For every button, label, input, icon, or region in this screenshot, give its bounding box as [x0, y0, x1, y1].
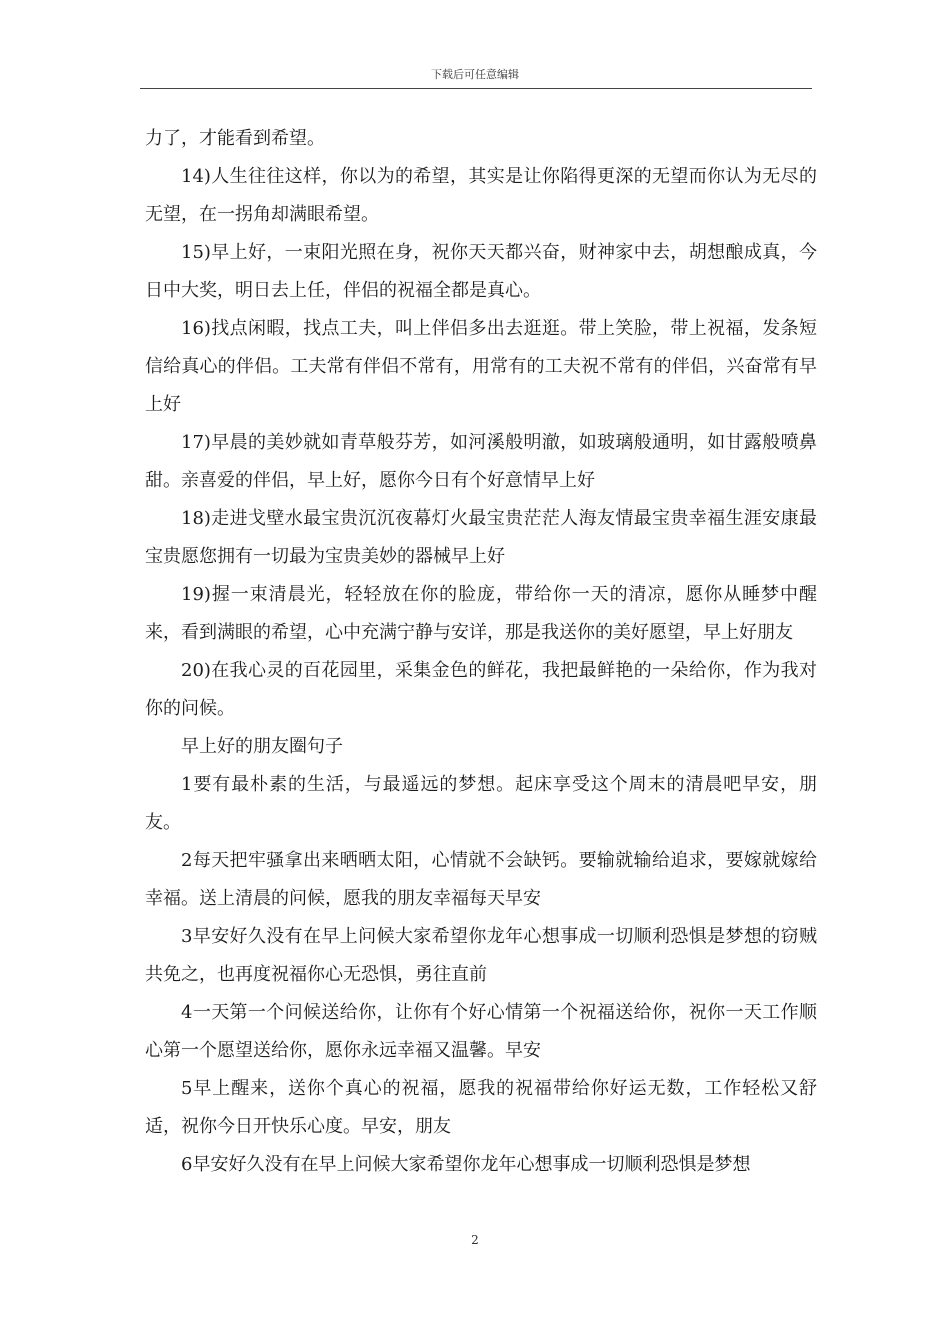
section-heading: 早上好的朋友圈句子: [181, 736, 343, 757]
list-item-1: 1要有最朴素的生活，与最遥远的梦想。起床享受这个周末的清晨吧早安，朋友。: [145, 774, 817, 833]
page-header: 下载后可任意编辑: [431, 68, 519, 81]
paragraph-19: 19)握一束清晨光，轻轻放在你的脸庞，带给你一天的清凉，愿你从睡梦中醒来，看到满眼的希望，心中充满宁静与安详，那是我送你的美好愿望，早上好朋友: [145, 584, 817, 643]
list-item-4: 4一天第一个问候送给你，让你有个好心情第一个祝福送给你，祝你一天工作顺心第一个愿望送给你，愿你永远幸福又温馨。早安: [145, 1002, 817, 1061]
paragraph-14: 14)人生往往这样，你以为的希望，其实是让你陷得更深的无望而你认为无尽的无望，在一拐角却满眼希望。: [145, 166, 817, 225]
paragraph-20: 20)在我心灵的百花园里，采集金色的鲜花，我把最鲜艳的一朵给你，作为我对你的问候。: [145, 660, 817, 719]
list-item-6: 6早安好久没有在早上问候大家希望你龙年心想事成一切顺利恐惧是梦想: [181, 1154, 751, 1175]
paragraph-18: 18)走进戈壁水最宝贵沉沉夜幕灯火最宝贵茫茫人海友情最宝贵幸福生涯安康最宝贵愿您拥有一切最为宝贵美妙的器械早上好: [145, 508, 817, 567]
list-item-5: 5早上醒来，送你个真心的祝福，愿我的祝福带给你好运无数，工作轻松又舒适，祝你今日开快乐心度。早安，朋友: [145, 1078, 817, 1137]
page-number: 2: [471, 1233, 479, 1247]
paragraph-17: 17)早晨的美妙就如青草般芬芳，如河溪般明澈，如玻璃般通明，如甘露般喷鼻甜。亲喜爱的伴侣，早上好，愿你今日有个好意情早上好: [145, 432, 817, 491]
paragraph-15: 15)早上好，一束阳光照在身，祝你天天都兴奋，财神家中去，胡想酿成真，今日中大奖，明日去上任，伴侣的祝福全都是真心。: [145, 242, 817, 301]
list-item-3: 3早安好久没有在早上问候大家希望你龙年心想事成一切顺利恐惧是梦想的窃贼共免之，也再度祝福你心无恐惧，勇往直前: [145, 926, 817, 985]
paragraph-16: 16)找点闲暇，找点工夫，叫上伴侣多出去逛逛。带上笑脸，带上祝福，发条短信给真心的伴侣。工夫常有伴侣不常有，用常有的工夫祝不常有的伴侣，兴奋常有早上好: [145, 318, 817, 415]
paragraph-continuation: 力了，才能看到希望。: [145, 128, 325, 149]
document-body: [145, 120, 817, 1184]
list-item-2: 2每天把牢骚拿出来晒晒太阳，心情就不会缺钙。要输就输给追求，要嫁就嫁给幸福。送上清晨的问候，愿我的朋友幸福每天早安: [145, 850, 817, 909]
header-divider: [140, 88, 812, 89]
